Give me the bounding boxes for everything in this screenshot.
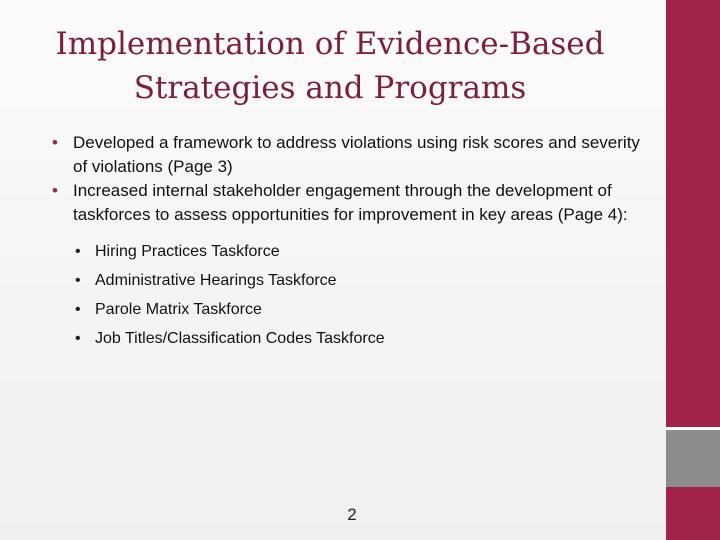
sub-bullet-item (73, 295, 642, 324)
bullet-dot-icon: • (52, 181, 58, 200)
sub-bullet-dot-icon: • (75, 330, 81, 347)
sub-bullet-text: Hiring Practices Taskforce (95, 243, 280, 260)
sub-bullet-list (73, 237, 642, 353)
side-band-top (666, 0, 720, 430)
side-band-middle (666, 430, 720, 487)
title-line: Implementation of Evidence-Based (55, 26, 605, 62)
sub-bullet-dot-icon: • (75, 243, 81, 260)
bullet-list (52, 131, 642, 353)
bullet-text: Developed a framework to address violations using risk scores and severity of violations (Page 3) (73, 133, 640, 176)
slide-title (20, 22, 640, 110)
bullet-item (52, 131, 642, 179)
sub-bullet-item (73, 324, 642, 353)
sub-bullet-dot-icon: • (75, 301, 81, 318)
sub-bullet-item (73, 237, 642, 266)
sub-bullet-item (73, 266, 642, 295)
bullet-dot-icon: • (52, 133, 58, 152)
sub-bullet-text: Job Titles/Classification Codes Taskforce (95, 330, 385, 347)
bullet-item (52, 179, 642, 353)
bullet-text: Increased internal stakeholder engagement through the development of taskforces to assess opportunities for improvement in key areas (Page 4): (73, 181, 628, 224)
page-number: 2 (347, 505, 357, 524)
side-band-bottom (666, 487, 720, 540)
sub-bullet-text: Parole Matrix Taskforce (95, 301, 262, 318)
title-line: Strategies and Programs (133, 70, 527, 106)
sub-bullet-text: Administrative Hearings Taskforce (95, 272, 337, 289)
sub-bullet-dot-icon: • (75, 272, 81, 289)
